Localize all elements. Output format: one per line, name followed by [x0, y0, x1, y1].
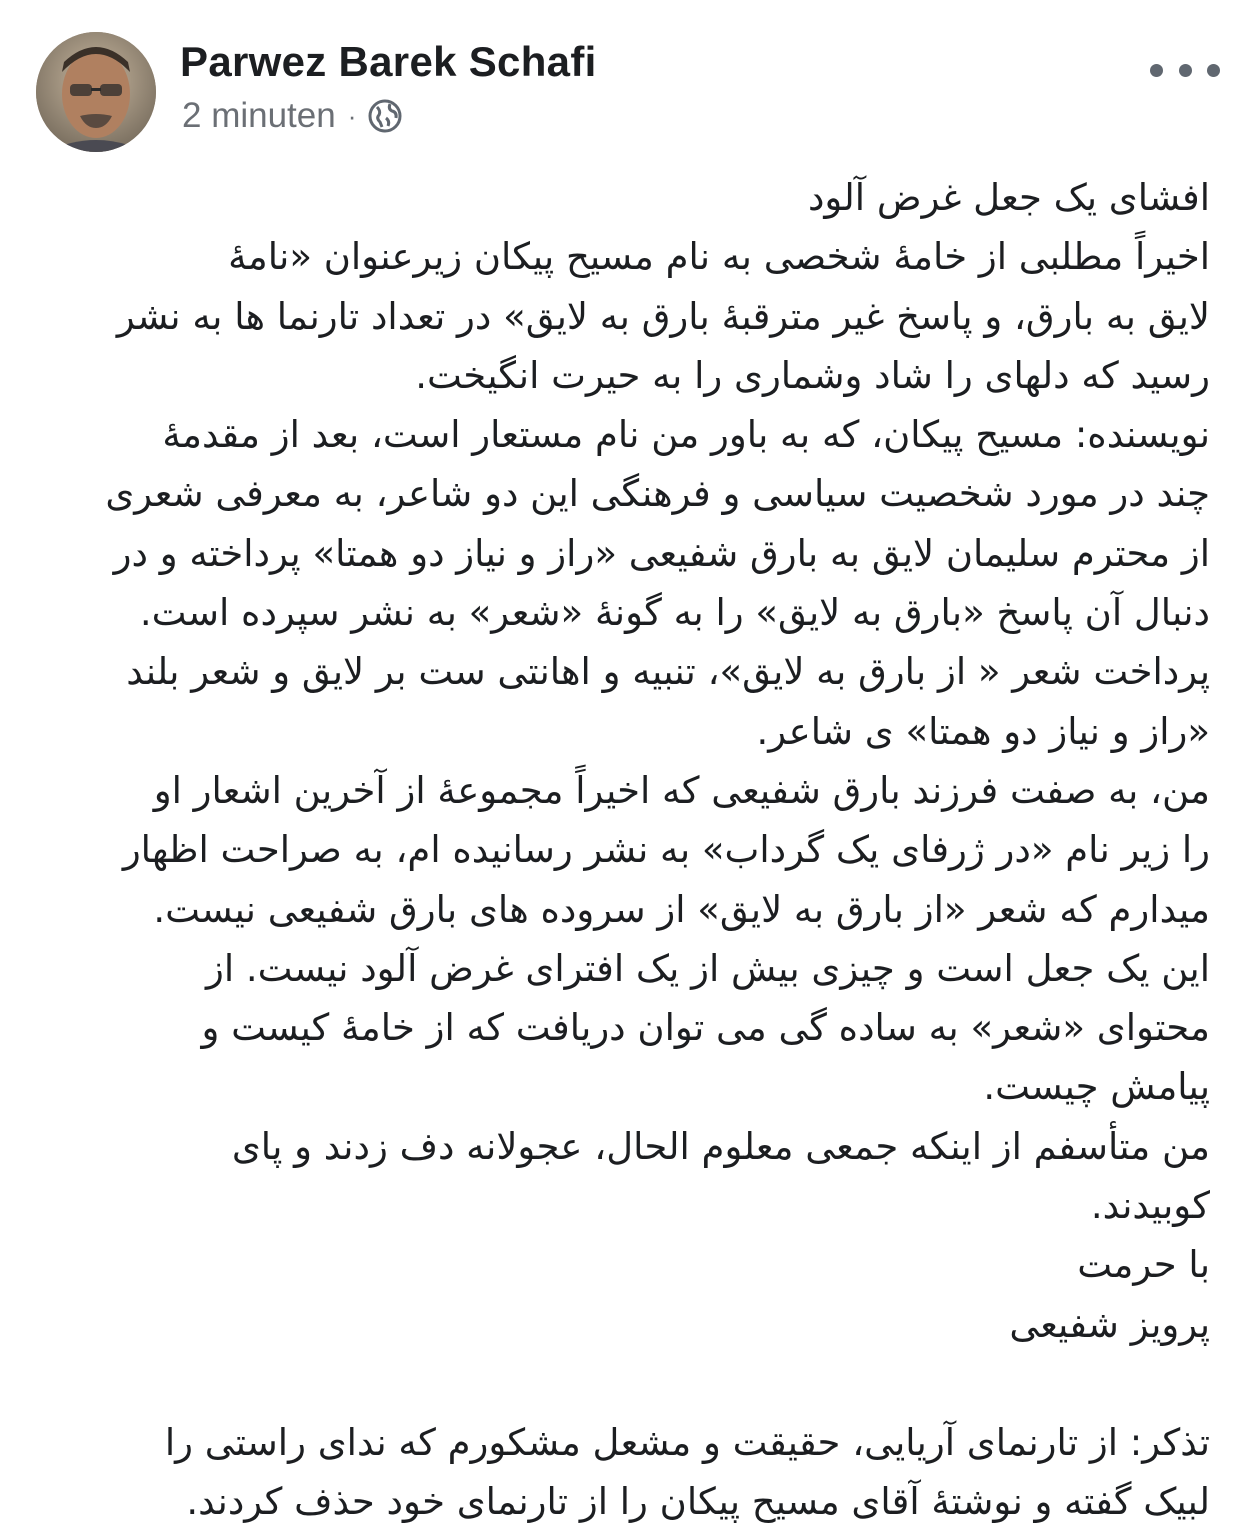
author-name[interactable]: Parwez Barek Schafi: [180, 38, 597, 85]
closing: با حرمت: [1077, 1243, 1210, 1287]
post-body: [30, 168, 1210, 1532]
more-dot: [1207, 64, 1220, 77]
note: تذکر: از تارنمای آریایی، حقیقت و مشعل مشکورم که ندای راستی را لبیک گفته و نوشتهٔ آقای مسیح پیکان را از تارنمای خود حذف کردند.: [164, 1420, 1210, 1524]
spacer: [30, 1354, 1210, 1413]
paragraph-2: نویسنده: مسیح پیکان، که به باور من نام مستعار است، بعد از مقدمهٔ چند در مورد شخصیت سیاسی و فرهنگی این دو شاعر، به معرفی شعری از محترم سلیمان لایق به بارق شفیعی «راز و نیاز دو همتا» پرداخته و در دنبال آن پاسخ «بارق به لایق» را به گونهٔ «شعر» به نشر سپرده است.: [105, 413, 1210, 635]
paragraph-4: من، به صفت فرزند بارق شفیعی که اخیراً مجموعهٔ از آخرین اشعار او را زیر نام «در ژرفای یک گرداب» به نشر رسانیده ام، به صراحت اظهار میدارم که شعر «از بارق به لایق» از سروده های بارق شفیعی نیست.: [122, 768, 1210, 931]
profile-photo-icon: [36, 32, 156, 152]
paragraph-1: اخیراً مطلبی از خامهٔ شخصی به نام مسیح پیکان زیرعنوان «نامهٔ لایق به بارق، و پاسخ غیر مترقبهٔ بارق به لایق» در تعداد تارنما ها به نشر رسید که دلهای را شاد وشماری را به حیرت انگیخت.: [116, 235, 1210, 397]
paragraph-5: این یک جعل است و چیزی بیش از یک افترای غرض آلود نیست. از محتوای «شعر» به ساده گی می توان دریافت که از خامهٔ کیست و پیامش چیست.: [201, 946, 1210, 1109]
signature: پرویز شفیعی: [1009, 1302, 1210, 1346]
globe-icon[interactable]: [368, 99, 402, 133]
post-timestamp[interactable]: 2 minuten: [182, 96, 336, 135]
paragraph-6: من متأسفم از اینکه جمعی معلوم الحال، عجولانه دف زدند و پای کوبیدند.: [231, 1124, 1210, 1228]
more-dot: [1179, 64, 1192, 77]
post-title: افشای یک جعل غرض آلود: [807, 176, 1210, 219]
more-dot: [1150, 64, 1163, 77]
post-header: [0, 0, 1245, 160]
post-meta: [182, 96, 402, 136]
meta-separator: ·: [347, 100, 357, 131]
paragraph-3: پرداخت شعر « از بارق به لایق»، تنبیه و اهانتی ست بر لایق و شعر بلند «راز و نیاز دو همتا» ی شاعر.: [126, 650, 1210, 753]
more-options-button[interactable]: [1150, 52, 1220, 88]
author-avatar[interactable]: [36, 32, 156, 152]
